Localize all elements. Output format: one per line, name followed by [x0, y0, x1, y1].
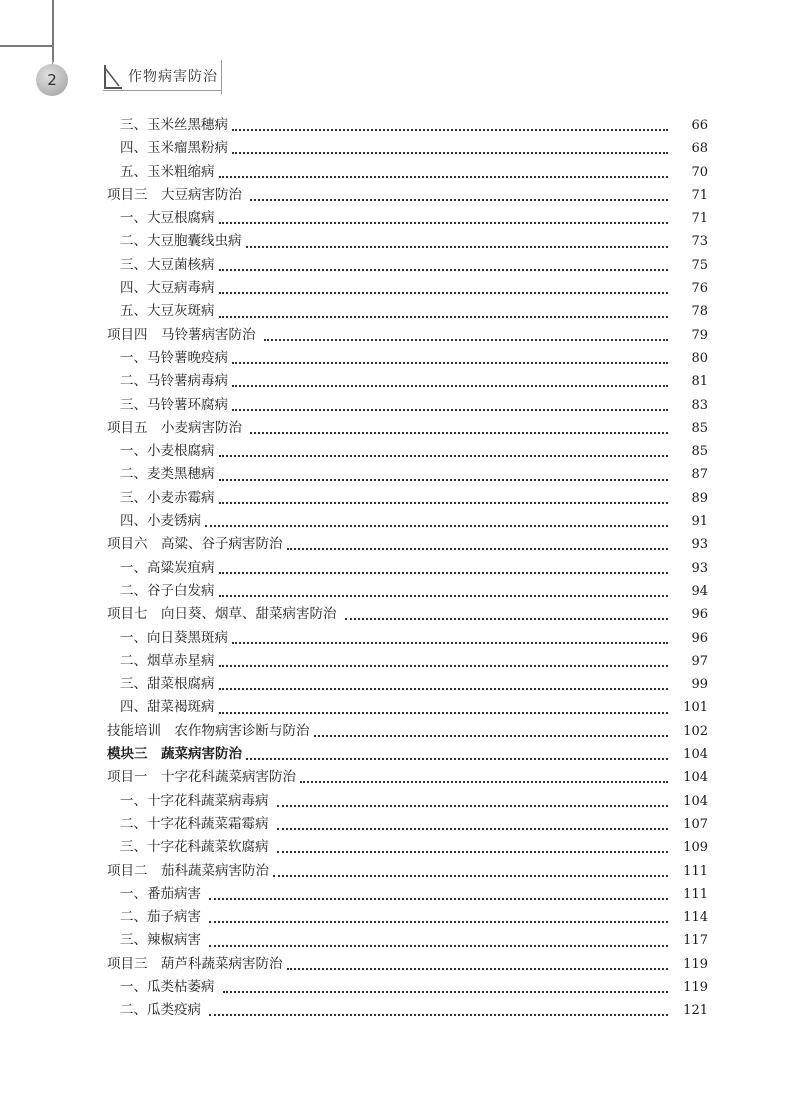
dot-leader — [250, 198, 668, 201]
toc-entry-page: 104 — [683, 793, 708, 809]
dot-leader — [300, 780, 668, 783]
toc-entry-title: 一、马铃薯晚疫病 — [120, 347, 230, 370]
toc-entry-leader — [120, 254, 708, 277]
toc-entry-page: 68 — [691, 141, 708, 157]
toc-entry-page: 85 — [691, 444, 708, 460]
toc-entry[interactable] — [0, 230, 800, 253]
toc-entry[interactable] — [0, 463, 800, 486]
toc-entry-title: 项目一 十字花科蔬菜病害防治 — [107, 766, 298, 789]
toc-entry[interactable] — [0, 487, 800, 510]
toc-entry[interactable] — [0, 603, 800, 626]
toc-entry[interactable] — [0, 999, 800, 1022]
toc-entry-page: 87 — [691, 467, 708, 483]
toc-entry-leader — [120, 394, 708, 417]
toc-entry[interactable] — [0, 440, 800, 463]
toc-entry-title: 项目四 马铃薯病害防治 — [107, 324, 262, 347]
toc-entry-page: 111 — [683, 863, 708, 879]
toc-entry-leader — [120, 440, 708, 463]
toc-entry-leader — [107, 324, 708, 347]
toc-entry-page: 85 — [691, 420, 708, 436]
toc-entry-page: 93 — [691, 560, 708, 576]
toc-entry[interactable] — [0, 836, 800, 859]
toc-entry-leader — [120, 999, 708, 1022]
toc-entry[interactable] — [0, 394, 800, 417]
toc-entry-leader — [120, 836, 708, 859]
toc-entry[interactable] — [0, 324, 800, 347]
toc-entry-page: 70 — [691, 164, 708, 180]
toc-entry-title: 三、小麦赤霉病 — [120, 487, 217, 510]
dot-leader — [314, 734, 669, 737]
toc-entry[interactable] — [0, 650, 800, 673]
toc-entry-page: 109 — [683, 840, 708, 856]
toc-entry-leader — [120, 650, 708, 673]
dot-leader — [246, 245, 669, 248]
dot-leader — [232, 361, 668, 364]
toc-entry-title: 项目五 小麦病害防治 — [107, 417, 248, 440]
dot-leader — [264, 338, 668, 341]
toc-entry-page: 75 — [691, 257, 708, 273]
dot-leader — [219, 501, 669, 504]
toc-entry-title: 技能培训 农作物病害诊断与防治 — [107, 720, 312, 743]
dot-leader — [287, 547, 669, 550]
toc-entry-title: 二、马铃薯病毒病 — [120, 370, 230, 393]
toc-entry[interactable] — [0, 114, 800, 137]
toc-entry[interactable] — [0, 347, 800, 370]
toc-entry-leader — [120, 580, 708, 603]
toc-entry-title: 项目三 葫芦科蔬菜病害防治 — [107, 953, 285, 976]
toc-entry-page: 80 — [691, 350, 708, 366]
dot-leader — [232, 151, 668, 154]
toc-entry-page: 104 — [683, 770, 708, 786]
corner-rule-horizontal — [0, 45, 52, 47]
toc-entry[interactable] — [0, 673, 800, 696]
toc-entry[interactable] — [0, 580, 800, 603]
toc-entry[interactable] — [0, 417, 800, 440]
toc-entry-title: 一、高粱炭疽病 — [120, 557, 217, 580]
dot-leader — [219, 268, 669, 271]
toc-entry-page: 99 — [691, 677, 708, 693]
header-underline — [103, 90, 221, 91]
toc-entry-title: 一、瓜类枯萎病 — [120, 976, 221, 999]
toc-entry[interactable] — [0, 510, 800, 533]
toc-entry-leader — [107, 860, 708, 883]
dot-leader — [209, 897, 668, 900]
toc-entry-page: 93 — [691, 537, 708, 553]
toc-entry-title: 五、大豆灰斑病 — [120, 300, 217, 323]
toc-entry-page: 121 — [683, 1003, 708, 1019]
dot-leader — [287, 967, 669, 970]
toc-entry-title: 三、玉米丝黑穗病 — [120, 114, 230, 137]
dot-leader — [246, 757, 668, 760]
toc-entry-page: 97 — [691, 653, 708, 669]
toc-entry-leader — [107, 184, 708, 207]
dot-leader — [219, 664, 669, 667]
toc-entry[interactable] — [0, 883, 800, 906]
toc-entry[interactable] — [0, 906, 800, 929]
toc-entry[interactable] — [0, 743, 800, 766]
toc-entry-leader — [120, 300, 708, 323]
dot-leader — [219, 594, 669, 597]
dot-leader — [209, 920, 668, 923]
toc-entry-title: 二、谷子白发病 — [120, 580, 217, 603]
toc-entry[interactable] — [0, 254, 800, 277]
dot-leader — [232, 128, 668, 131]
toc-entry-title: 项目三 大豆病害防治 — [107, 184, 248, 207]
toc-entry-page: 96 — [691, 607, 708, 623]
toc-entry-page: 91 — [691, 514, 708, 530]
toc-entry-leader — [120, 347, 708, 370]
toc-entry[interactable] — [0, 929, 800, 952]
toc-entry-title: 四、甜菜褐斑病 — [120, 696, 217, 719]
toc-entry-leader — [120, 370, 708, 393]
toc-entry-title: 二、茄子病害 — [120, 906, 207, 929]
toc-entry-page: 107 — [683, 816, 708, 832]
toc-entry-leader — [120, 627, 708, 650]
dot-leader — [223, 990, 668, 993]
toc-entry-page: 83 — [691, 397, 708, 413]
header-corner-icon — [103, 64, 123, 90]
dot-leader — [277, 827, 668, 830]
toc-entry-title: 二、大豆胞囊线虫病 — [120, 230, 244, 253]
toc-entry[interactable] — [0, 137, 800, 160]
toc-entry-title: 四、玉米瘤黑粉病 — [120, 137, 230, 160]
toc-entry-title: 二、十字花科蔬菜霜霉病 — [120, 813, 275, 836]
toc-entry-title: 项目二 茄科蔬菜病害防治 — [107, 860, 271, 883]
dot-leader — [219, 221, 669, 224]
toc-entry-leader — [107, 953, 708, 976]
toc-entry-page: 114 — [683, 910, 708, 926]
corner-rule-vertical — [52, 0, 54, 62]
toc-entry-title: 二、烟草赤星病 — [120, 650, 217, 673]
dot-leader — [209, 1013, 668, 1016]
dot-leader — [219, 315, 669, 318]
toc-entry-title: 一、十字花科蔬菜病毒病 — [120, 790, 275, 813]
toc-entry-leader — [120, 137, 708, 160]
toc-entry[interactable] — [0, 533, 800, 556]
toc-entry-leader — [120, 487, 708, 510]
toc-entry-leader — [120, 557, 708, 580]
toc-entry-leader — [120, 929, 708, 952]
dot-leader — [219, 454, 669, 457]
toc-entry-page: 104 — [683, 747, 708, 763]
toc-entry-page: 119 — [683, 979, 708, 995]
toc-entry-leader — [107, 720, 708, 743]
dot-leader — [232, 641, 668, 644]
toc-entry[interactable] — [0, 696, 800, 719]
toc-entry[interactable] — [0, 300, 800, 323]
table-of-contents — [0, 114, 800, 1023]
toc-entry-page: 96 — [691, 630, 708, 646]
dot-leader — [277, 850, 668, 853]
toc-entry-page: 102 — [683, 723, 708, 739]
toc-entry-leader — [120, 207, 708, 230]
dot-leader — [232, 408, 668, 411]
toc-entry-leader — [120, 673, 708, 696]
toc-entry[interactable] — [0, 627, 800, 650]
toc-entry-title: 一、番茄病害 — [120, 883, 207, 906]
toc-entry[interactable] — [0, 557, 800, 580]
toc-entry-title: 四、大豆病毒病 — [120, 277, 217, 300]
toc-entry-leader — [120, 883, 708, 906]
toc-entry-title: 三、十字花科蔬菜软腐病 — [120, 836, 275, 859]
toc-entry-page: 89 — [691, 490, 708, 506]
toc-entry-leader — [120, 813, 708, 836]
toc-entry-title: 三、辣椒病害 — [120, 929, 207, 952]
toc-entry-leader — [120, 463, 708, 486]
dot-leader — [219, 711, 669, 714]
page-number-badge — [36, 64, 68, 96]
toc-entry[interactable] — [0, 953, 800, 976]
dot-leader — [219, 175, 669, 178]
dot-leader — [219, 478, 669, 481]
toc-entry[interactable] — [0, 184, 800, 207]
toc-entry-page: 73 — [691, 234, 708, 250]
toc-entry[interactable] — [0, 813, 800, 836]
toc-entry-page: 66 — [691, 118, 708, 133]
dot-leader — [209, 944, 668, 947]
toc-entry-leader — [120, 230, 708, 253]
toc-entry-title: 一、向日葵黑斑病 — [120, 627, 230, 650]
toc-entry-title: 四、小麦锈病 — [120, 510, 203, 533]
toc-entry-page: 78 — [691, 304, 708, 320]
toc-entry-title: 一、小麦根腐病 — [120, 440, 217, 463]
toc-entry-title: 一、大豆根腐病 — [120, 207, 217, 230]
toc-entry-title: 二、瓜类疫病 — [120, 999, 207, 1022]
toc-entry-leader — [120, 510, 708, 533]
toc-entry-leader — [107, 533, 708, 556]
toc-entry-title: 模块三 蔬菜病害防治 — [107, 743, 244, 766]
toc-entry-leader — [107, 743, 708, 766]
toc-entry-leader — [107, 603, 708, 626]
toc-entry[interactable] — [0, 766, 800, 789]
toc-entry-page: 117 — [683, 933, 708, 949]
dot-leader — [205, 524, 668, 527]
toc-entry[interactable] — [0, 720, 800, 743]
dot-leader — [250, 431, 668, 434]
toc-entry[interactable] — [0, 277, 800, 300]
page-number: 2 — [47, 71, 57, 89]
toc-entry-leader — [120, 696, 708, 719]
toc-entry[interactable] — [0, 790, 800, 813]
toc-entry-page: 119 — [683, 956, 708, 972]
toc-entry-title: 三、甜菜根腐病 — [120, 673, 217, 696]
dot-leader — [232, 384, 668, 387]
toc-entry-title: 五、玉米粗缩病 — [120, 161, 217, 184]
toc-entry-leader — [120, 906, 708, 929]
dot-leader — [219, 571, 669, 574]
toc-entry-page: 76 — [691, 281, 708, 297]
toc-entry-leader — [120, 114, 708, 137]
toc-entry-leader — [120, 976, 708, 999]
toc-entry-title: 三、马铃薯环腐病 — [120, 394, 230, 417]
header-rule-right — [221, 60, 222, 94]
dot-leader — [219, 291, 669, 294]
toc-entry-leader — [107, 417, 708, 440]
toc-entry[interactable] — [0, 976, 800, 999]
toc-entry-leader — [120, 161, 708, 184]
toc-entry-title: 二、麦类黑穗病 — [120, 463, 217, 486]
dot-leader — [219, 687, 669, 690]
toc-entry-leader — [107, 766, 708, 789]
dot-leader — [277, 804, 668, 807]
toc-entry-title: 项目七 向日葵、烟草、甜菜病害防治 — [107, 603, 343, 626]
toc-entry-page: 79 — [691, 327, 708, 343]
dot-leader — [273, 874, 668, 877]
toc-entry[interactable] — [0, 860, 800, 883]
toc-entry-page: 111 — [683, 886, 708, 902]
toc-entry-leader — [120, 790, 708, 813]
toc-entry-leader — [120, 277, 708, 300]
toc-entry[interactable] — [0, 370, 800, 393]
toc-entry[interactable] — [0, 161, 800, 184]
book-title: 作物病害防治 — [128, 69, 218, 85]
toc-entry-page: 71 — [691, 187, 708, 203]
toc-entry-page: 94 — [691, 583, 708, 599]
toc-entry-page: 81 — [691, 374, 708, 390]
toc-entry-page: 71 — [691, 211, 708, 227]
toc-entry-page: 101 — [683, 700, 708, 716]
toc-entry-title: 项目六 高粱、谷子病害防治 — [107, 533, 285, 556]
toc-entry[interactable] — [0, 207, 800, 230]
toc-entry-title: 三、大豆菌核病 — [120, 254, 217, 277]
dot-leader — [345, 617, 668, 620]
